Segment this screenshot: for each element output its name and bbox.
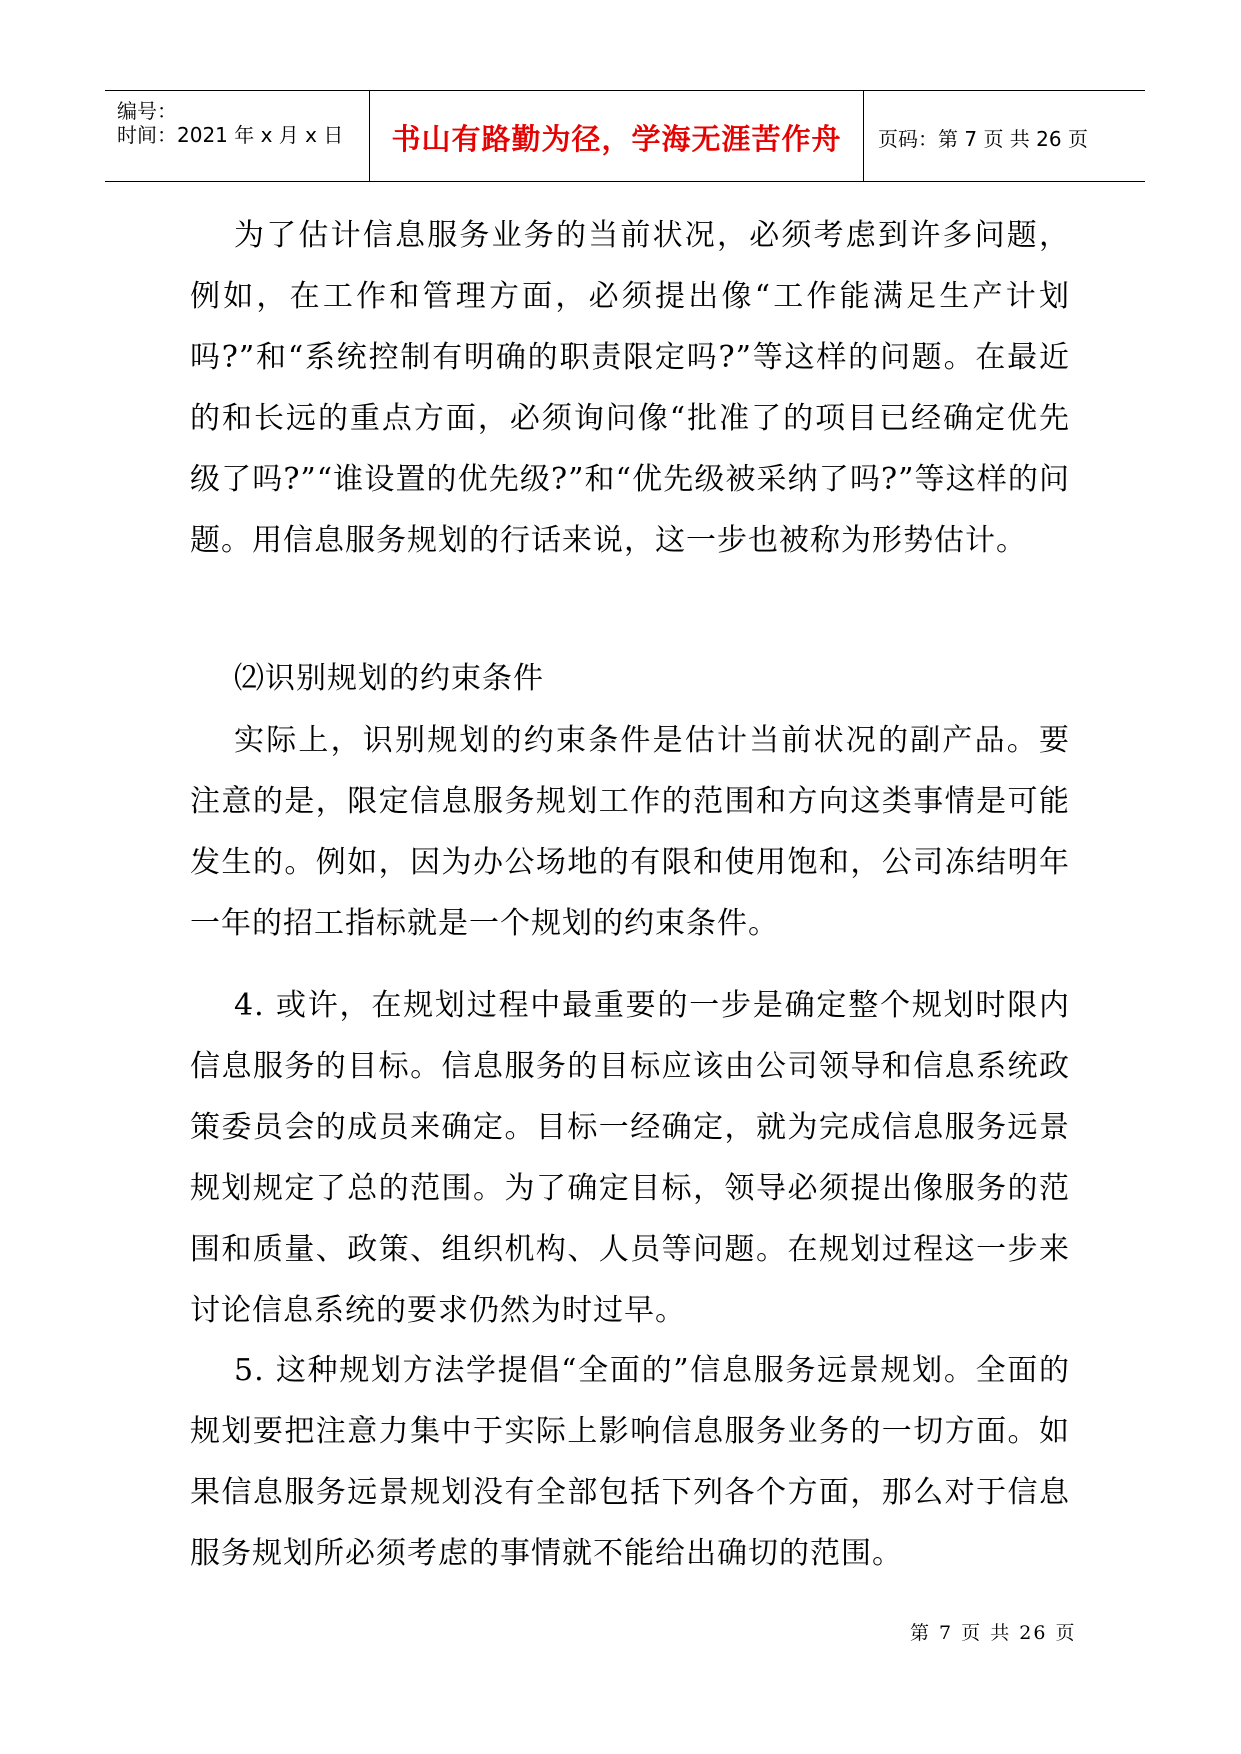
paragraph-comprehensive-planning <box>190 1340 1070 1584</box>
paragraph-situation-assessment <box>190 205 1070 571</box>
document-time-label: 时间：2021 年 x 月 x 日 <box>117 123 344 147</box>
header-page-number: 页码：第 7 页 共 26 页 <box>878 127 1088 151</box>
section-heading: ⑵识别规划的约束条件 <box>234 661 544 696</box>
body-paragraph: 实际上，识别规划的约束条件是估计当前状况的副产品。要注意的是，限定信息服务规划工作的范围和方向这类事情是可能发生的。例如，因为办公场地的有限和使用饱和，公司冻结明年一年的招工指标就是一个规划的约束条件。 <box>190 723 1070 941</box>
header-page-cell <box>864 91 1145 181</box>
header-meta-cell <box>105 91 370 181</box>
document-id-label: 编号： <box>117 99 177 123</box>
footer-page-number: 第 7 页 共 26 页 <box>910 1622 1077 1644</box>
body-paragraph: 为了估计信息服务业务的当前状况，必须考虑到许多问题，例如，在工作和管理方面，必须提出像“工作能满足生产计划吗?”和“系统控制有明确的职责限定吗?”等这样的问题。在最近的和长远的重点方面，必须询问像“批准了的项目已经确定优先级了吗?”“谁设置的优先级?”和“优先级被采纳了吗?”等这样的问题。用信息服务规划的行话来说，这一步也被称为形势估计。 <box>190 218 1070 558</box>
header-motto-cell <box>370 91 864 181</box>
paragraph-constraints <box>190 710 1070 954</box>
document-header <box>105 90 1145 182</box>
body-paragraph: 4. 或许，在规划过程中最重要的一步是确定整个规划时限内信息服务的目标。信息服务的目标应该由公司领导和信息系统政策委员会的成员来确定。目标一经确定，就为完成信息服务远景规划规定了总的范围。为了确定目标，领导必须提出像服务的范围和质量、政策、组织机构、人员等问题。在规划过程这一步来讨论信息系统的要求仍然为时过早。 <box>190 988 1070 1328</box>
body-paragraph: 5. 这种规划方法学提倡“全面的”信息服务远景规划。全面的规划要把注意力集中于实际上影响信息服务业务的一切方面。如果信息服务远景规划没有全部包括下列各个方面，那么对于信息服务规划所必须考虑的事情就不能给出确切的范围。 <box>190 1353 1070 1571</box>
section-heading-constraints <box>190 648 1070 709</box>
paragraph-objectives <box>190 975 1070 1341</box>
header-motto: 书山有路勤为径，学海无涯苦作舟 <box>391 122 842 156</box>
